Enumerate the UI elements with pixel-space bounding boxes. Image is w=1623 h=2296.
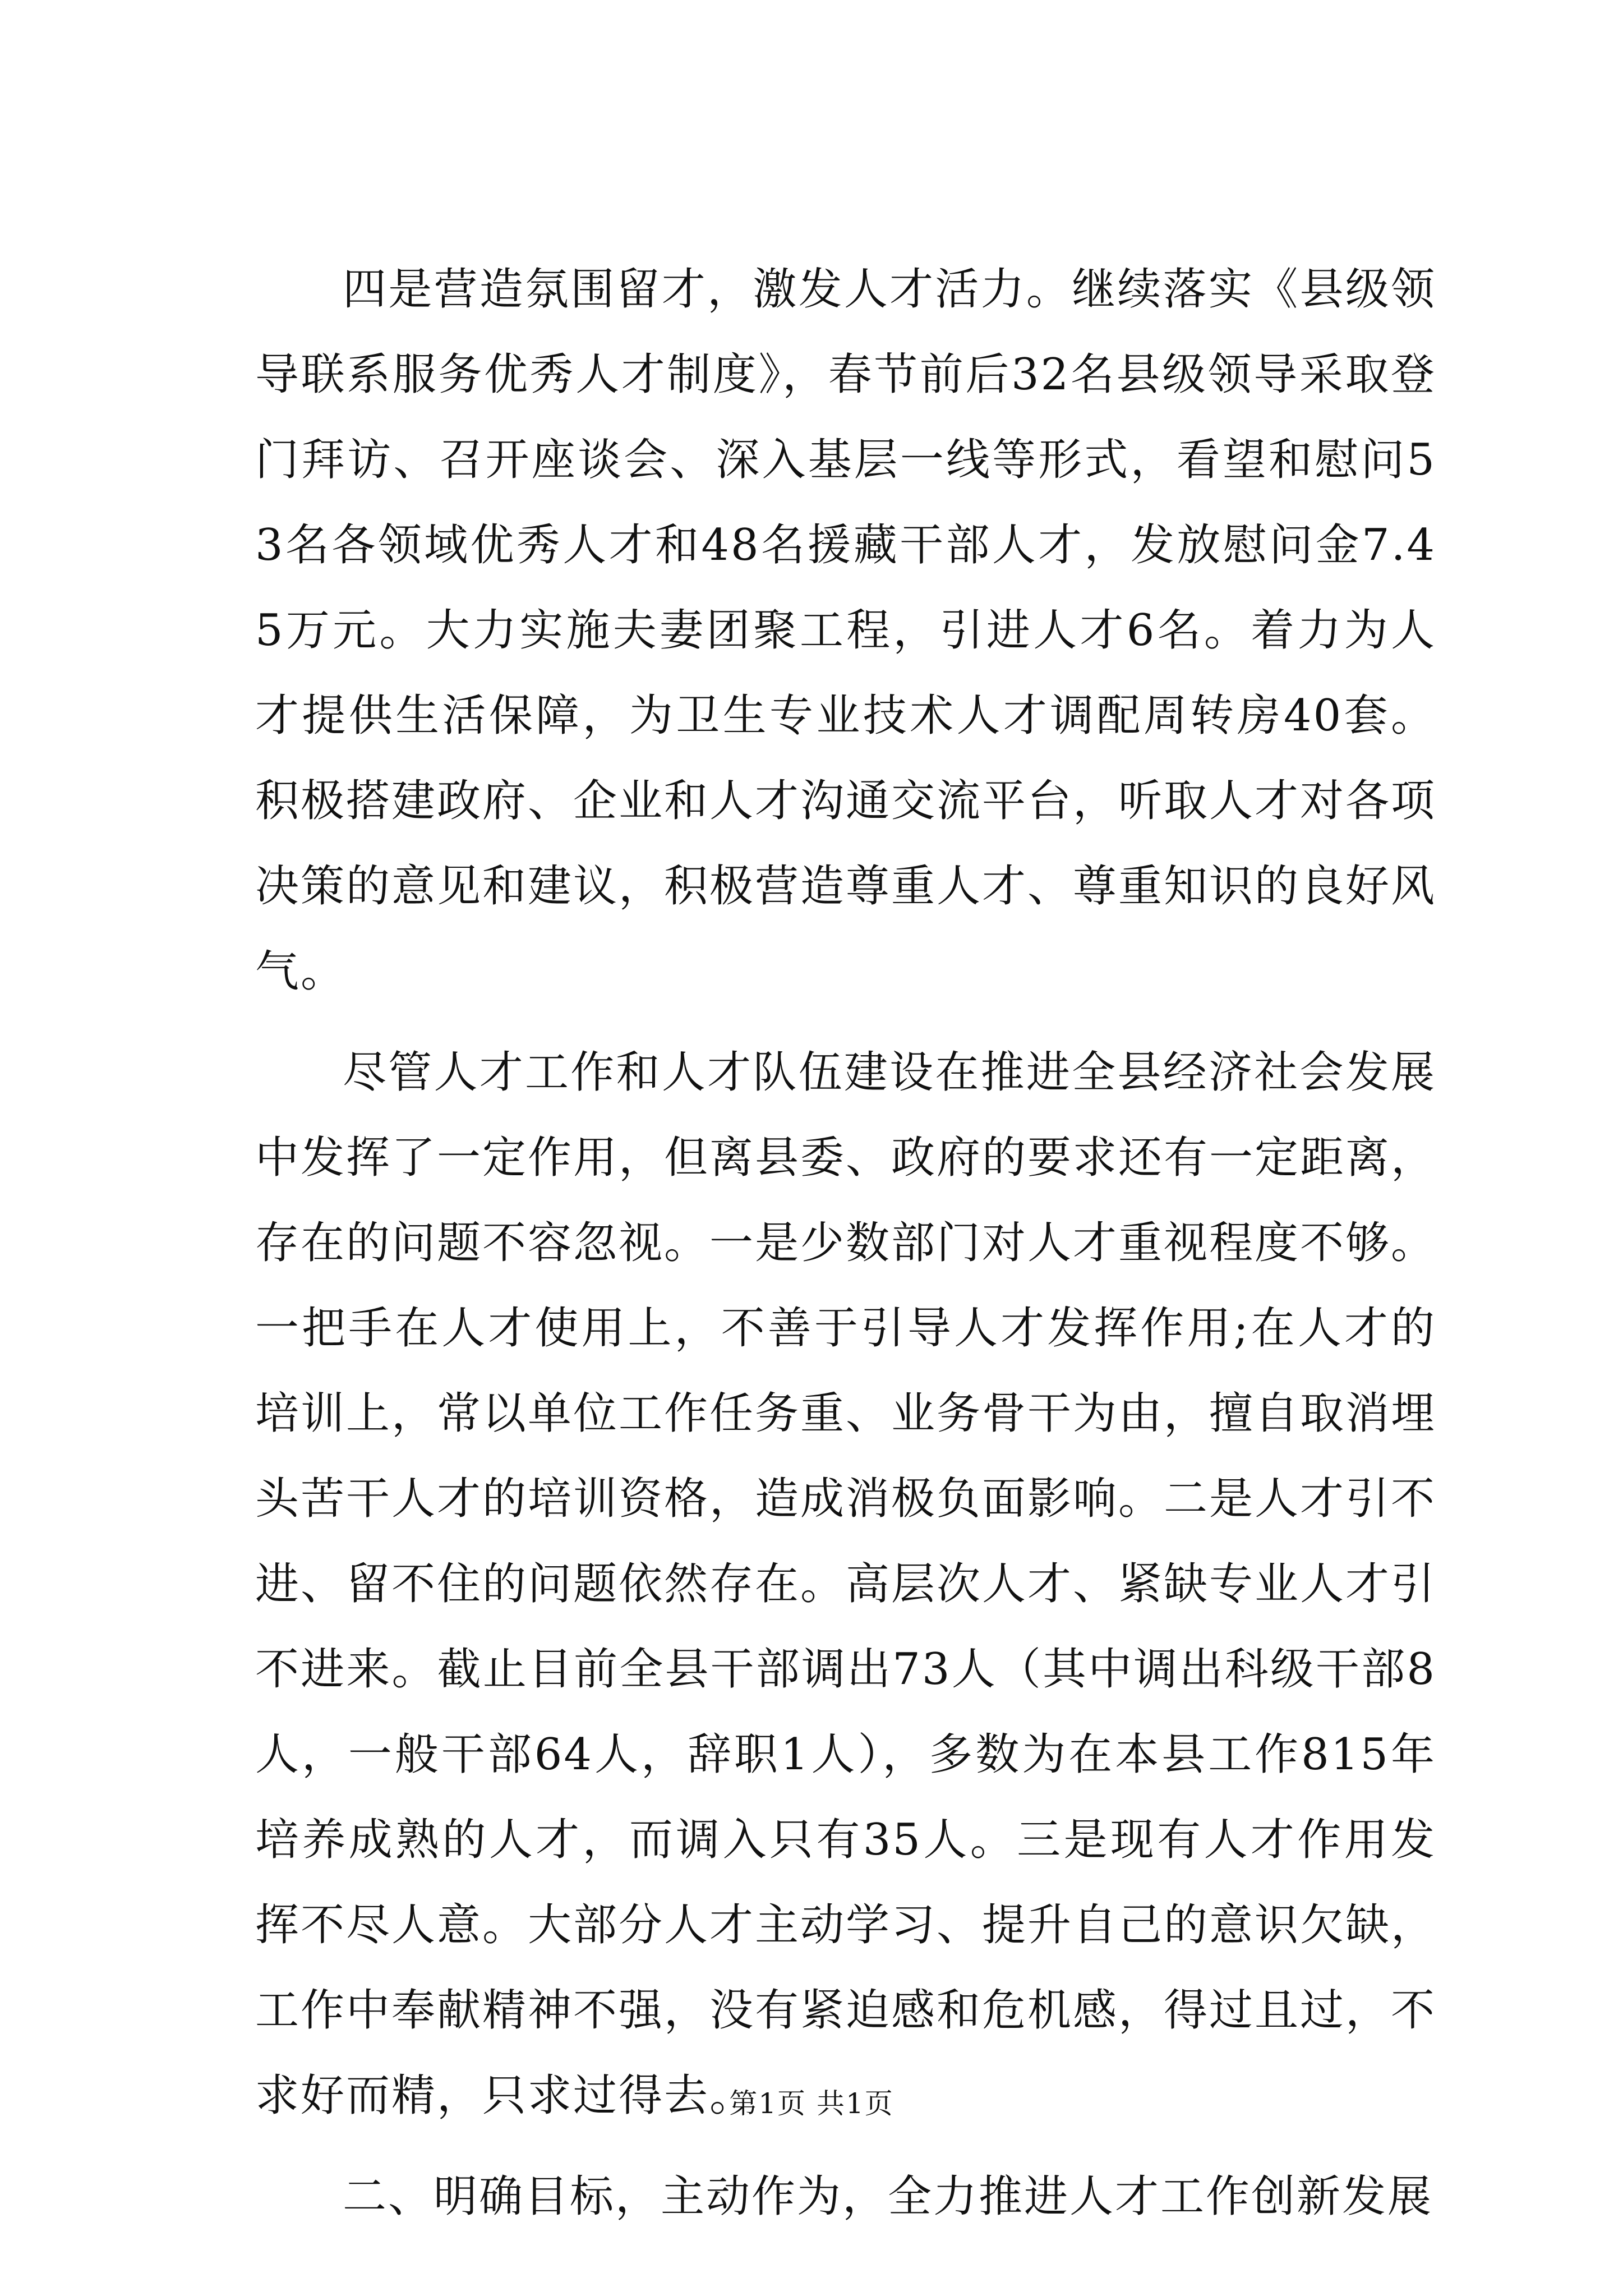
document-body: [255, 247, 1436, 2239]
page-footer: 第1页 共1页: [729, 2087, 894, 2120]
paragraph-talent-retention: 四是营造氛围留才，激发人才活力。继续落实《县级领导联系服务优秀人才制度》，春节前后32名县级领导采取登门拜访、召开座谈会、深入基层一线等形式，看望和慰问53名各领域优秀人才和48名援藏干部人才，发放慰问金7.45万元。大力实施夫妻团聚工程，引进人才6名。着力为人才提供生活保障，为卫生专业技术人才调配周转房40套。积极搭建政府、企业和人才沟通交流平台，听取人才对各项决策的意见和建议，积极营造尊重人才、尊重知识的良好风气。: [255, 264, 1437, 997]
section-heading: 二、明确目标，主动作为，全力推进人才工作创新发展: [343, 2171, 1433, 2222]
paragraph-existing-problems: 尽管人才工作和人才队伍建设在推进全县经济社会发展中发挥了一定作用，但离县委、政府的要求还有一定距离，存在的问题不容忽视。一是少数部门对人才重视程度不够。一把手在人才使用上，不善于引导人才发挥作用;在人才的培训上，常以单位工作任务重、业务骨干为由，擅自取消埋头苦干人才的培训资格，造成消极负面影响。二是人才引不进、留不住的问题依然存在。高层次人才、紧缺专业人才引不进来。截止目前全县干部调出73人（其中调出科级干部8人，一般干部64人，辞职1人），多数为在本县工作815年培养成熟的人才，而调入只有35人。三是现有人才作用发挥不尽人意。大部分人才主动学习、提升自己的意识欠缺，工作中奉献精神不强，没有紧迫感和危机感，得过且过，不求好而精，只求过得去。: [255, 1047, 1437, 2121]
